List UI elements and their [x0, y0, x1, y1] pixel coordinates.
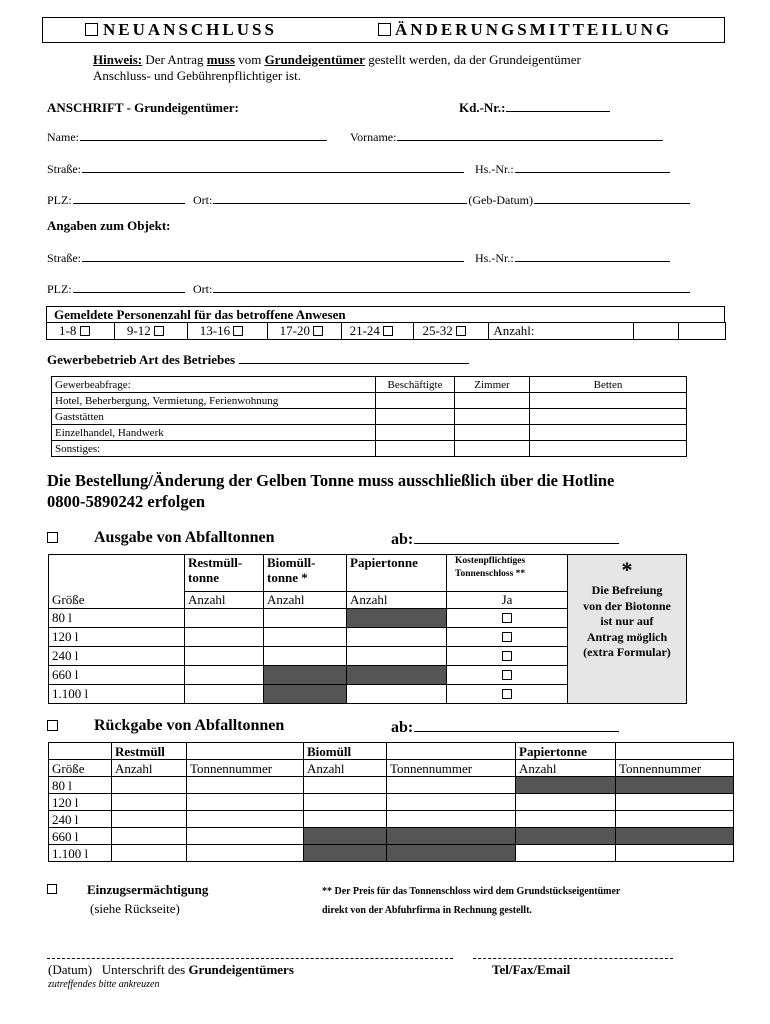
checkbox-return[interactable]	[47, 720, 58, 731]
business-title[interactable]: Gewerbebetrieb Art des Betriebes	[47, 352, 470, 368]
address-title: ANSCHRIFT - Grundeigentümer:	[47, 100, 239, 115]
business-row-label: Gaststätten	[52, 409, 376, 425]
form-header	[42, 17, 725, 43]
persons-section	[46, 306, 726, 340]
business-table	[51, 376, 687, 457]
persons-option[interactable]: 9-12	[114, 323, 187, 340]
name-field[interactable]: Name:	[47, 129, 328, 145]
business-row-label: Einzelhandel, Handwerk	[52, 425, 376, 441]
header-aenderung: ÄNDERUNGSMITTEILUNG	[395, 20, 673, 39]
checkbox-aenderung[interactable]	[378, 20, 391, 40]
persons-table	[46, 322, 726, 340]
checkbox-mandate[interactable]	[47, 884, 57, 894]
persons-count-field[interactable]	[679, 323, 726, 340]
object-plz-field[interactable]: PLZ:	[47, 281, 186, 297]
persons-option[interactable]: 25-32	[414, 323, 489, 340]
object-hsnr-field[interactable]: Hs.-Nr.:	[475, 250, 671, 266]
lock-price-note: ** Der Preis für das Tonnenschloss wird dem Grundstückseigentümer direkt von der Abfuhrfirma in Rechnung gestellt.	[322, 886, 621, 916]
persons-option[interactable]: 1-8	[47, 323, 115, 340]
object-title: Angaben zum Objekt:	[47, 218, 171, 233]
return-title: Rückgabe von Abfalltonnen	[94, 717, 285, 734]
persons-option[interactable]: 13-16	[187, 323, 267, 340]
issue-title: Ausgabe von Abfalltonnen	[94, 529, 275, 546]
hotline-notice: Die Bestellung/Änderung der Gelben Tonne muss ausschließlich über die Hotline 0800-5890242 erfolgen	[47, 471, 615, 511]
persons-option[interactable]: 21-24	[341, 323, 414, 340]
lock-checkbox[interactable]	[447, 666, 568, 685]
persons-title: Gemeldete Personenzahl für das betroffene Anwesen	[46, 306, 725, 322]
return-heading[interactable]	[47, 717, 285, 735]
business-header: Betten	[530, 377, 687, 393]
vorname-field[interactable]: Vorname:	[350, 129, 664, 145]
issue-date-field[interactable]: ab:	[391, 529, 620, 549]
business-row-label: Sonstiges:	[52, 441, 376, 457]
business-header: Zimmer	[455, 377, 530, 393]
return-table: Restmüll Biomüll Papiertonne Größe Anzahl Tonnennummer Anzahl Tonnennummer Anzahl Tonnennummer 80 l 120 l 240 l 660 l 1.100 l	[48, 742, 734, 862]
ort-field[interactable]: Ort: (Geb-Datum)	[193, 192, 691, 208]
hint-text: Hinweis: Der Antrag muss vom Grundeigentümer gestellt werden, da der Grundeigentümer Anschluss- und Gebührenpflichtiger ist.	[93, 52, 581, 83]
checkbox-neuanschluss[interactable]	[85, 20, 98, 40]
footnote: zutreffendes bitte ankreuzen	[48, 979, 160, 990]
header-neuanschluss: NEUANSCHLUSS	[103, 20, 277, 39]
business-row-label: Hotel, Beherbergung, Vermietung, Ferienwohnung	[52, 393, 376, 409]
hsnr-field[interactable]: Hs.-Nr.:	[475, 161, 671, 177]
return-date-field[interactable]: ab:	[391, 717, 620, 737]
object-strasse-field[interactable]: Straße:	[47, 250, 465, 266]
contact-line[interactable]	[473, 958, 673, 959]
strasse-field[interactable]: Straße:	[47, 161, 465, 177]
issue-table: Restmüll- tonne Biomüll- tonne * Papiertonne Kostenpflichtiges Tonnenschloss ** Größe Anzahl Anzahl Anzahl Ja 80 l 120 l 240 l 660 l 1.100 l	[48, 554, 568, 704]
mandate-text: Einzugsermächtigung (siehe Rückseite)	[87, 882, 209, 916]
signature-line[interactable]	[47, 958, 453, 959]
lock-checkbox[interactable]	[447, 628, 568, 647]
object-ort-field[interactable]: Ort:	[193, 281, 691, 297]
issue-heading[interactable]	[47, 529, 275, 547]
lock-checkbox[interactable]	[447, 609, 568, 628]
plz-field[interactable]: PLZ:	[47, 192, 186, 208]
persons-count-label: Anzahl:	[489, 323, 634, 340]
lock-checkbox[interactable]	[447, 685, 568, 704]
contact-label: Tel/Fax/Email	[492, 962, 571, 977]
kdnr-field[interactable]: Kd.-Nr.:	[459, 100, 611, 116]
persons-count-field[interactable]	[634, 323, 679, 340]
biotonne-note: * Die Befreiung von der Biotonne ist nur auf Antrag möglich (extra Formular)	[567, 554, 687, 704]
signature-label: (Datum) Unterschrift des Grundeigentümers	[48, 962, 294, 977]
business-header: Beschäftigte	[376, 377, 455, 393]
mandate-section[interactable]	[47, 881, 57, 897]
persons-option[interactable]: 17-20	[267, 323, 341, 340]
checkbox-issue[interactable]	[47, 532, 58, 543]
lock-checkbox[interactable]	[447, 647, 568, 666]
business-header: Gewerbeabfrage:	[52, 377, 376, 393]
